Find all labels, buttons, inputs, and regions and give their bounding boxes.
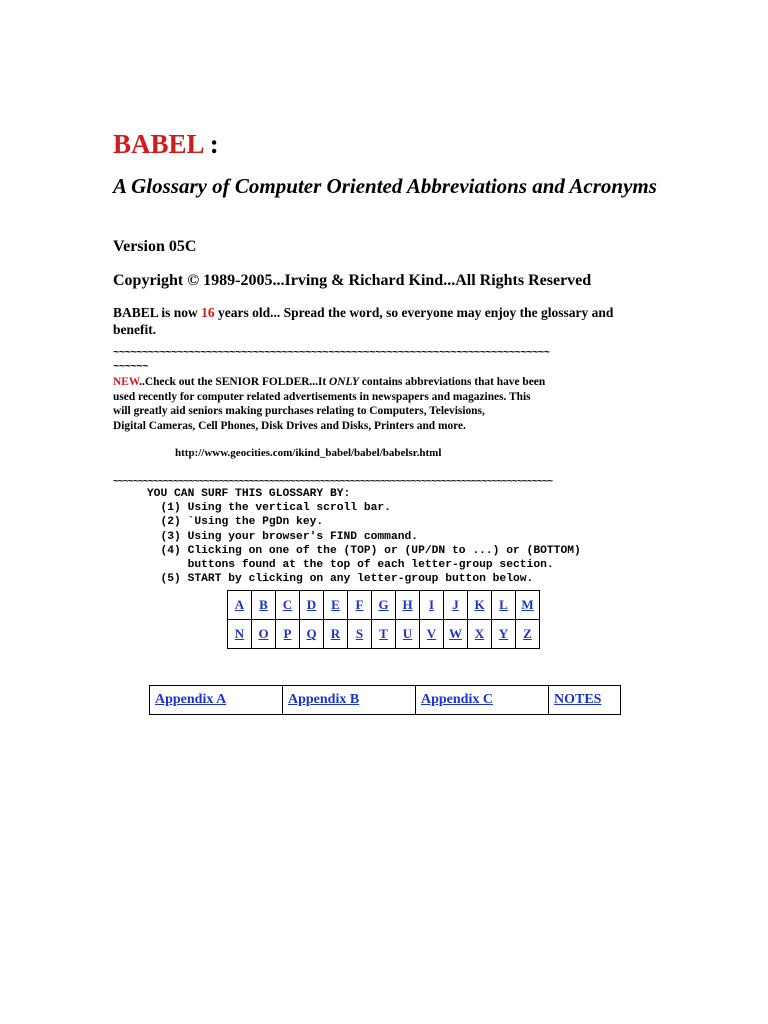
surf-item (113, 515, 581, 529)
age-number: 16 (201, 305, 215, 320)
senior-line-4: Digital Cameras, Cell Phones, Disk Drives and Disks, Printers and more. (113, 419, 466, 432)
appendix-c-link[interactable]: Appendix C (421, 692, 493, 707)
letter-cell (516, 620, 540, 649)
letter-link-d[interactable]: D (306, 597, 317, 612)
title-babel: BABEL (113, 129, 204, 159)
letter-link-t[interactable]: T (379, 626, 388, 641)
letter-index-table (227, 590, 540, 649)
letter-cell (228, 620, 252, 649)
surf-item-text: (4) Clicking on one of the (TOP) or (UP/DN to ...) or (BOTTOM) (160, 544, 581, 557)
letter-link-q[interactable]: Q (306, 626, 317, 641)
letter-cell (252, 591, 276, 620)
appendix-cell (150, 686, 283, 715)
letter-link-b[interactable]: B (259, 597, 268, 612)
surf-item-text: (1) Using the vertical scroll bar. (160, 502, 391, 515)
letter-cell (468, 591, 492, 620)
appendix-b-link[interactable]: Appendix B (288, 692, 360, 707)
senior-folder-url: http://www.geocities.com/ikind_babel/babel/babelsr.html (175, 447, 442, 459)
letter-link-r[interactable]: R (330, 626, 341, 641)
letter-cell (276, 620, 300, 649)
letter-cell (324, 591, 348, 620)
letter-cell (348, 591, 372, 620)
letter-row-2 (228, 620, 540, 649)
letter-link-m[interactable]: M (521, 597, 534, 612)
letter-cell (444, 591, 468, 620)
letter-cell (492, 591, 516, 620)
letter-cell (300, 591, 324, 620)
age-prefix: BABEL is now (113, 305, 202, 320)
letter-cell (444, 620, 468, 649)
letter-link-k[interactable]: K (474, 597, 485, 612)
surf-heading (113, 487, 581, 501)
letter-link-g[interactable]: G (378, 597, 389, 612)
appendix-table (149, 685, 621, 715)
surf-item-text: buttons found at the top of each letter-group section. (160, 559, 554, 572)
title-colon: : (203, 129, 219, 159)
letter-cell (228, 591, 252, 620)
surf-item-text: (5) START by clicking on any letter-group button below. (160, 573, 534, 586)
letter-link-a[interactable]: A (234, 597, 245, 612)
letter-link-n[interactable]: N (234, 626, 245, 641)
age-suffix: years old... Spread the word, so everyone may enjoy the glossary and benefit. (113, 305, 614, 337)
letter-cell (516, 591, 540, 620)
appendix-cell (283, 686, 416, 715)
letter-cell (276, 591, 300, 620)
surf-item (113, 530, 581, 544)
senior-folder-notice (113, 375, 673, 433)
senior-line-3: will greatly aid seniors making purchases relating to Computers, Televisions, (113, 405, 485, 417)
letter-link-s[interactable]: S (355, 626, 364, 641)
letter-link-u[interactable]: U (402, 626, 413, 641)
appendix-row (150, 686, 621, 715)
letter-link-v[interactable]: V (426, 626, 437, 641)
letter-cell (492, 620, 516, 649)
letter-link-x[interactable]: X (474, 626, 485, 641)
letter-link-l[interactable]: L (499, 597, 508, 612)
surf-item-text: (2) `Using the PgDn key. (160, 516, 324, 529)
age-notice (113, 304, 658, 338)
page-subtitle: A Glossary of Computer Oriented Abbreviations and Acronyms (113, 174, 657, 198)
letter-cell (348, 620, 372, 649)
only-emphasis: ONLY (329, 376, 359, 388)
surf-item-text: (3) Using your browser's FIND command. (160, 530, 419, 543)
appendix-cell (416, 686, 549, 715)
letter-cell (372, 620, 396, 649)
letter-row-1 (228, 591, 540, 620)
letter-link-h[interactable]: H (402, 597, 413, 612)
letter-link-o[interactable]: O (258, 626, 269, 641)
letter-cell (420, 591, 444, 620)
appendix-cell (549, 686, 621, 715)
letter-cell (252, 620, 276, 649)
senior-text-part1: ..Check out the SENIOR FOLDER...It (139, 376, 330, 388)
senior-line-1 (113, 375, 673, 390)
surf-item (113, 501, 581, 515)
surf-heading-text: YOU CAN SURF THIS GLOSSARY BY: (146, 488, 351, 500)
letter-link-p[interactable]: P (283, 626, 292, 641)
letter-link-i[interactable]: I (428, 597, 435, 612)
page-title (113, 127, 219, 161)
tilde-separator-bottom: ~~~~~~~~~~~~~~~~~~~~~~~~~~~~~~~~~~~~~~~~~~~~~~~~~~~~~~~~~~~~~~~~~~~~~~~~~~~~~~~~~~~~~~~ (113, 476, 553, 487)
letter-cell (372, 591, 396, 620)
tilde-separator-top: ~~~~~~~~~~~~~~~~~~~~~~~~~~~~~~~~~~~~~~~~~~~~~~~~~~~~~~~~~~~~~~~~~~~~~~~~~~~ ~~~~~~ (113, 347, 550, 373)
letter-link-y[interactable]: Y (498, 626, 509, 641)
letter-cell (396, 620, 420, 649)
letter-cell (420, 620, 444, 649)
senior-text-part2: contains abbreviations that have been (358, 376, 546, 388)
new-label: NEW (113, 376, 140, 388)
letter-link-z[interactable]: Z (523, 626, 532, 641)
letter-cell (300, 620, 324, 649)
surf-item (113, 572, 581, 586)
letter-cell (324, 620, 348, 649)
appendix-a-link[interactable]: Appendix A (155, 692, 227, 707)
letter-link-f[interactable]: F (355, 597, 364, 612)
surf-instructions (113, 487, 581, 586)
senior-line-2: used recently for computer related advertisements in newspapers and magazines. This (113, 390, 531, 403)
version-label: Version 05C (113, 238, 197, 255)
surf-item (113, 558, 581, 572)
letter-cell (396, 591, 420, 620)
letter-cell (468, 620, 492, 649)
surf-item (113, 544, 581, 558)
letter-link-c[interactable]: C (282, 597, 293, 612)
letter-link-e[interactable]: E (331, 597, 340, 612)
letter-link-w[interactable]: W (449, 626, 462, 641)
copyright-notice: Copyright © 1989-2005...Irving & Richard Kind...All Rights Reserved (113, 272, 592, 289)
notes-link[interactable]: NOTES (554, 692, 602, 707)
letter-link-j[interactable]: J (452, 597, 459, 612)
